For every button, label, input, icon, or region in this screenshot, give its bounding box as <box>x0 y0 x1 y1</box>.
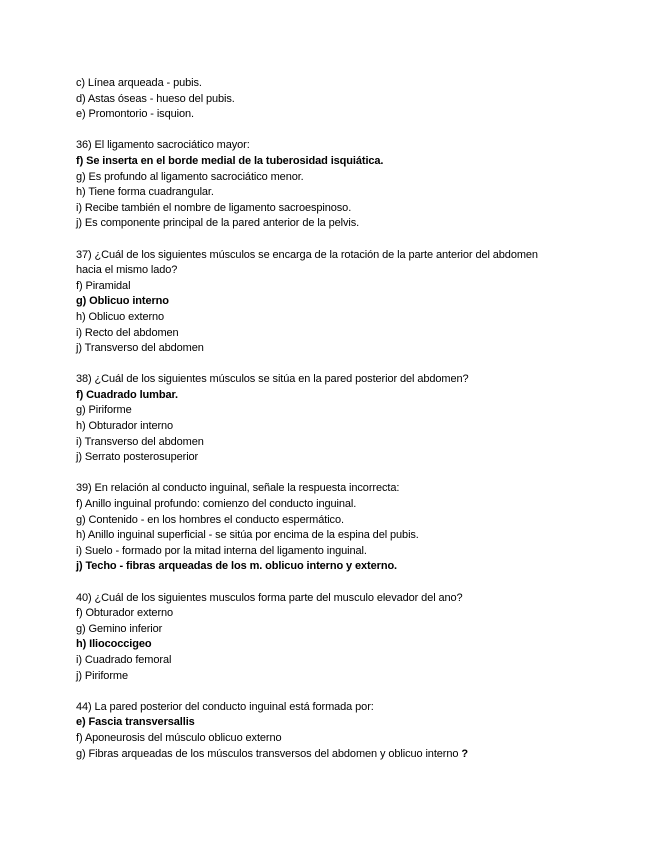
question-text: 44) La pared posterior del conducto inguinal está formada por: <box>76 700 374 713</box>
option-line <box>76 747 576 763</box>
option-line: i) Cuadrado femoral <box>76 653 172 666</box>
option-line: j) Es componente principal de la pared anterior de la pelvis. <box>76 217 360 230</box>
spacer <box>76 357 576 373</box>
option-line: h) Tiene forma cuadrangular. <box>76 186 214 199</box>
correct-option: j) Techo - fibras arqueadas de los m. oblicuo interno y externo. <box>76 560 398 573</box>
option-line: h) Oblicuo externo <box>76 310 165 323</box>
option-line: f) Aponeurosis del músculo oblicuo externo <box>76 731 282 744</box>
option-line: h) Obturador interno <box>76 420 174 433</box>
spacer <box>76 466 576 482</box>
correct-option: f) Cuadrado lumbar. <box>76 388 178 401</box>
spacer <box>76 575 576 591</box>
question-text: 36) El ligamento sacrociático mayor: <box>76 139 250 152</box>
spacer <box>76 684 576 700</box>
question-text: 39) En relación al conducto inguinal, señale la respuesta incorrecta: <box>76 482 400 495</box>
option-line: i) Suelo - formado por la mitad interna del ligamento inguinal. <box>76 544 367 557</box>
question-44 <box>76 700 576 762</box>
continuation-options <box>76 76 576 123</box>
option-line: f) Piramidal <box>76 279 131 292</box>
question-39 <box>76 481 576 575</box>
spacer <box>76 232 576 248</box>
question-37 <box>76 248 576 357</box>
question-text: 40) ¿Cuál de los siguientes musculos forma parte del musculo elevador del ano? <box>76 591 463 604</box>
option-line: i) Transverso del abdomen <box>76 435 204 448</box>
option-line: g) Gemino inferior <box>76 622 163 635</box>
option-line: d) Astas óseas - hueso del pubis. <box>76 92 235 105</box>
option-line: c) Línea arqueada - pubis. <box>76 77 202 89</box>
correct-option: f) Se inserta en el borde medial de la tuberosidad isquiática. <box>76 154 384 167</box>
option-line: h) Anillo inguinal superficial - se sitúa por encima de la espina del pubis. <box>76 529 419 542</box>
spacer <box>76 123 576 139</box>
option-line: i) Recto del abdomen <box>76 326 179 339</box>
question-40 <box>76 591 576 685</box>
question-38 <box>76 372 576 466</box>
option-text: g) Fibras arqueadas de los músculos transversos del abdomen y oblicuo interno <box>76 747 459 760</box>
document-page <box>76 76 576 762</box>
correct-option: h) Iliococcigeo <box>76 638 152 651</box>
option-line: j) Transverso del abdomen <box>76 342 204 355</box>
option-line: i) Recibe también el nombre de ligamento sacroespinoso. <box>76 201 352 214</box>
option-line: g) Contenido - en los hombres el conducto espermático. <box>76 513 344 526</box>
option-line: g) Piriforme <box>76 404 132 417</box>
doubt-mark: ? <box>461 747 468 760</box>
option-line: f) Obturador externo <box>76 607 174 620</box>
option-line: j) Serrato posterosuperior <box>76 451 199 464</box>
correct-option: e) Fascia transversallis <box>76 716 195 729</box>
question-text: 38) ¿Cuál de los siguientes músculos se sitúa en la pared posterior del abdomen? <box>76 373 469 386</box>
question-36 <box>76 138 576 232</box>
option-line: e) Promontorio - isquion. <box>76 108 194 121</box>
option-line: f) Anillo inguinal profundo: comienzo del conducto inguinal. <box>76 498 357 511</box>
correct-option: g) Oblicuo interno <box>76 295 169 308</box>
option-line: j) Piriforme <box>76 669 128 682</box>
option-line: g) Es profundo al ligamento sacrociático menor. <box>76 170 304 183</box>
question-text: 37) ¿Cuál de los siguientes músculos se encarga de la rotación de la parte anterior del abdomen hacia el mismo lado? <box>76 248 538 277</box>
